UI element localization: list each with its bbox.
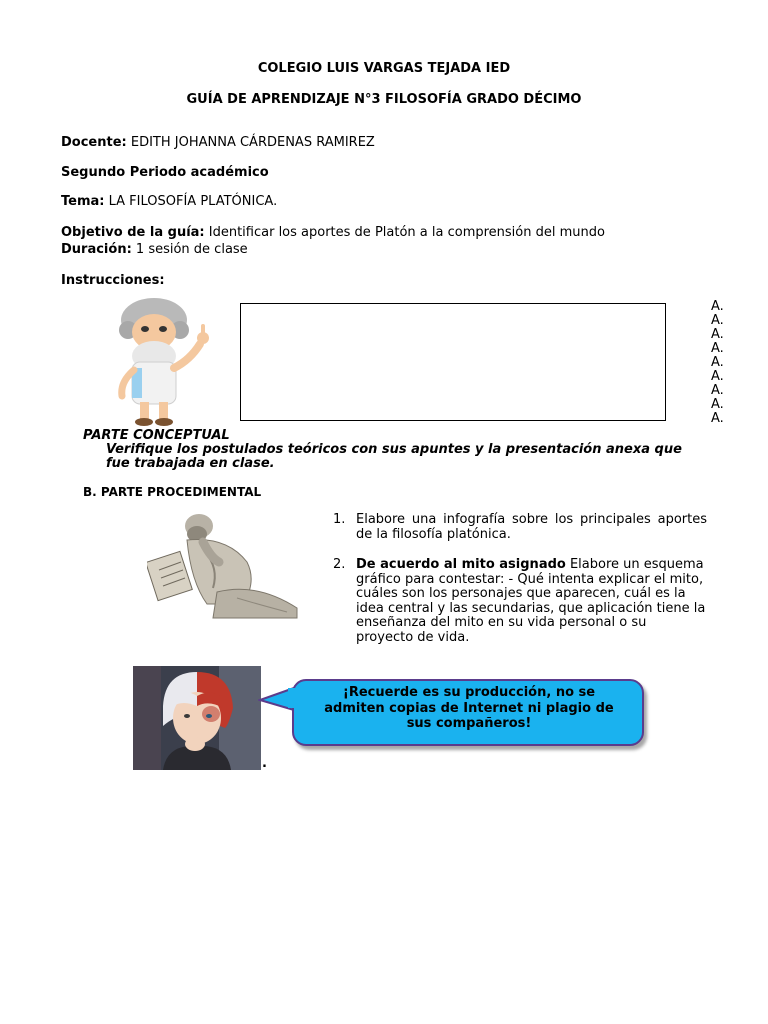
marker-item: A. — [711, 299, 724, 314]
marker-item: A. — [711, 383, 724, 398]
list-item-text: Elabore un esquema gráfico para contestar: - Qué intenta explicar el mito, cuáles son los personajes que aparecen, cuál es la idea central y las secundarias, que aplicación tiene la enseñanza del mito en su vida personal o su proyecto de vida. — [356, 557, 706, 645]
list-item-content — [356, 558, 707, 645]
marker-item: A. — [711, 313, 724, 328]
marker-list — [711, 300, 724, 426]
objective-label: Objetivo de la guía: — [61, 225, 205, 240]
list-item-bold: De acuerdo al mito asignado — [356, 557, 566, 572]
thinker-statue-image — [147, 512, 307, 620]
list-item-text: Elabore una infografía sobre los principales aportes de la filosofía platónica. — [356, 512, 707, 542]
trailing-period: . — [262, 756, 267, 771]
teacher-label: Docente: — [61, 135, 127, 150]
procedural-list — [333, 513, 707, 661]
marker-item: A. — [711, 369, 724, 384]
teacher-line — [61, 135, 375, 150]
topic-label: Tema: — [61, 194, 105, 209]
list-item-number: 1. — [333, 512, 346, 527]
plato-cartoon-image — [112, 296, 222, 428]
duration-label: Duración: — [61, 242, 132, 257]
duration-value: 1 sesión de clase — [131, 242, 248, 257]
topic-line — [61, 194, 277, 209]
list-item-number: 2. — [333, 557, 346, 572]
conceptual-heading: PARTE CONCEPTUAL — [83, 428, 230, 443]
reminder-text: ¡Recuerde es su producción, no se admiten copias de Internet ni plagio de sus compañeros! — [324, 685, 614, 731]
period-label: Segundo Periodo académico — [61, 165, 269, 180]
period-line — [61, 165, 269, 180]
objective-value: Identificar los aportes de Platón a la comprensión del mundo — [204, 225, 605, 240]
marker-item: A. — [711, 327, 724, 342]
instructions-line — [61, 273, 165, 288]
duration-line — [61, 242, 248, 257]
marker-item: A. — [711, 341, 724, 356]
bubble-tail-cover — [286, 688, 296, 708]
character-portrait-image — [133, 666, 261, 770]
guide-title: GUÍA DE APRENDIZAJE N°3 FILOSOFÍA GRADO DÉCIMO — [186, 92, 582, 107]
marker-item: A. — [711, 411, 724, 426]
procedural-heading: B. PARTE PROCEDIMENTAL — [83, 485, 262, 499]
instructions-label: Instrucciones: — [61, 273, 165, 288]
objective-line — [61, 225, 605, 240]
marker-item: A. — [711, 355, 724, 370]
list-item — [333, 513, 707, 542]
list-item — [333, 558, 707, 645]
instructions-box — [240, 303, 666, 421]
conceptual-body: Verifique los postulados teóricos con sus apuntes y la presentación anexa que fue trabajada en clase. — [106, 442, 682, 471]
teacher-value: EDITH JOHANNA CÁRDENAS RAMIREZ — [126, 135, 375, 150]
school-name: COLEGIO LUIS VARGAS TEJADA IED — [257, 61, 511, 76]
topic-value: LA FILOSOFÍA PLATÓNICA. — [104, 194, 278, 209]
marker-item: A. — [711, 397, 724, 412]
